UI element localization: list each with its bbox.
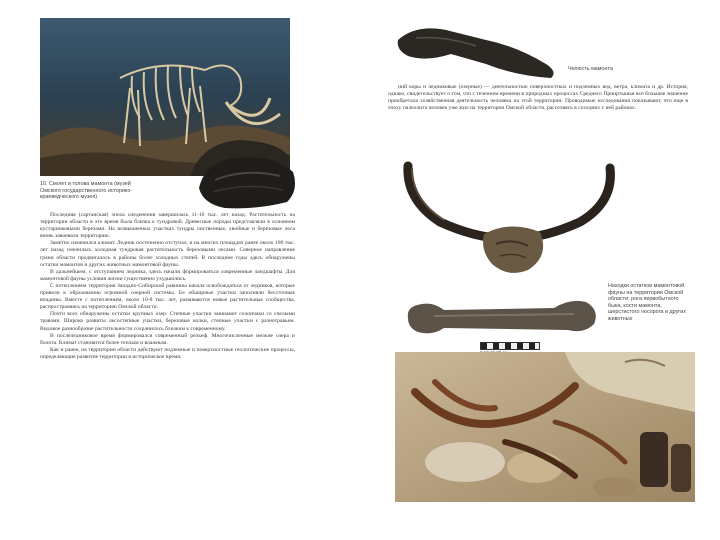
long-bone-illustration (404, 288, 604, 350)
left-body-text (40, 212, 295, 502)
left-photo-caption: 10. Скелет и голова мамонта (музей Омского государственного историко-краеведческого музея) (40, 181, 133, 201)
left-paragraph: Почти всех обнаружены остатки крупных озер. Степные участки занимают солончаки со спелыми травами. Широко развиты лесостепные участки, березовые колки, степные участки с разнотравьем. Видовое разнообразие растительности сохранилось близким к современному. (40, 311, 295, 332)
left-paragraph: Заметно изменился климат. Ледник постепенно отступал, и на многих площадях ранее около 100 тыс. лет назад сменилась холодная тундровая растительность березовыми лесами. Северное направление грани области продвигалось в районы более холодных степей. В последние годы здесь обнаружены остатки мамонтов и других животных мамонтовой фауны. (40, 240, 295, 268)
jaw-fragment-illustration (195, 150, 300, 212)
museum-display-photo (395, 352, 695, 502)
top-bone-photo (396, 20, 561, 82)
jaw-fragment-photo (195, 150, 300, 212)
left-paragraph: С потеплением территория Западно-Сибирской равнины начала освобождаться от ледников, которые привели к образованию огромной озерной системы. Ее обширные участки заполняли бессточные впадины. Вместе с потеплением, около 10-8 тыс. лет, развиваются новые растительные сообщества, распространяясь на территорию Омской области. (40, 282, 295, 311)
right-body-text (388, 84, 688, 162)
museum-display-illustration (395, 352, 695, 502)
left-paragraph: В послеледниковое время формировался современный рельеф. Многочисленные мелкие озера и болота. Климат становится более теплым и влажным. (40, 332, 295, 346)
top-bone-illustration (396, 20, 561, 82)
left-paragraph: Последняя (сартанская) эпоха оледенения завершилась 11-10 тыс. лет назад. Растительность на территории области в это время была близка к тундровой. Древесные породы представляли в основном кустарниковыми березами. На возвышенных участках тундры лиственные, хвойные и березовые леса вновь завоевали территорию. (40, 212, 295, 240)
right-paragraph: ний коры и ледниковые (озерные) — деятельностью поверхностных и подземных вод, ветра, климата и др. История, однако, свидетельствует о том, что с течением времени в природных процессах Среднего Прииртышья все большее значение приобретала хозяйственная деятельность человека на этой территории. Проводимые исследования показывают, что еще в эпоху палеолита человек уже жил на территории Омской области, расселяясь в соседних с ней районах. (388, 84, 688, 112)
long-bone-photo (404, 288, 604, 350)
side-caption: Находки остатков мамонтовой фауны на территории Омской области: рога первобытного быка, кости мамонта, шерстистого носорога и других животных (608, 283, 686, 322)
top-bone-caption: Челюсть мамонта (568, 66, 613, 72)
scale-ruler (480, 342, 540, 350)
left-paragraph: Как и ранее, на территории области действуют подземные и поверхностные геологические процессы, определяющие развитие территории в историческое время. (40, 346, 295, 360)
horns-illustration (400, 160, 620, 280)
horns-photo (400, 160, 620, 280)
left-paragraph: В дальнейшем, с отступанием ледника, здесь начали формироваться современные ландшафты. Для мамонтовой фауны условия жизни существенно ухудшились. (40, 268, 295, 282)
